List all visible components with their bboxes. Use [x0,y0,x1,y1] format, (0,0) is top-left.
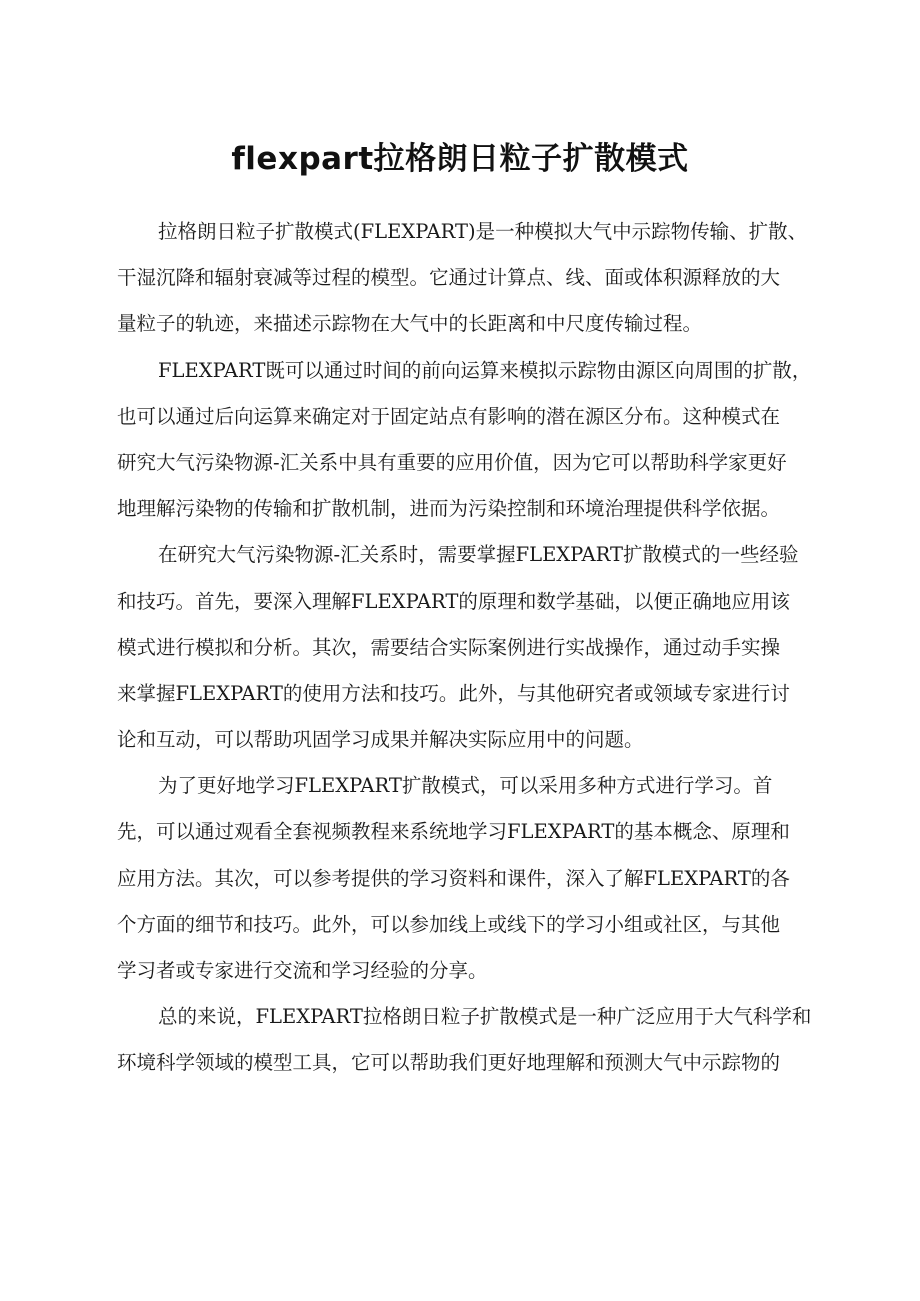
page-title: flexpart拉格朗日粒子扩散模式 [231,140,689,177]
text-line: 模式进行模拟和分析。其次，需要结合实际案例进行实战操作，通过动手实操 [117,635,781,659]
text-line: FLEXPART既可以通过时间的前向运算来模拟示踪物由源区向周围的扩散， [158,358,812,382]
text-line: 为了更好地学习FLEXPART扩散模式，可以采用多种方式进行学习。首 [158,774,773,798]
text-line: 拉格朗日粒子扩散模式(FLEXPART)是一种模拟大气中示踪物传输、扩散、 [158,220,808,243]
text-line: 来掌握FLEXPART的使用方法和技巧。此外，与其他研究者或领域专家进行讨 [117,681,790,705]
text-line: 在研究大气污染物源-汇关系时，需要掌握FLEXPART扩散模式的一些经验 [158,543,799,567]
text-line: 个方面的细节和技巧。此外，可以参加线上或线下的学习小组或社区，与其他 [117,912,781,936]
paragraph-4 [117,763,817,994]
paragraph-5 [117,994,817,1086]
text-line: 量粒子的轨迹，来描述示踪物在大气中的长距离和中尺度传输过程。 [117,312,703,336]
text-line: 地理解污染物的传输和扩散机制，进而为污染控制和环境治理提供科学依据。 [117,497,781,521]
text-line: 研究大气污染物源-汇关系中具有重要的应用价值，因为它可以帮助科学家更好 [117,450,787,474]
text-line: 论和互动，可以帮助巩固学习成果并解决实际应用中的问题。 [117,728,644,752]
text-line: 应用方法。其次，可以参考提供的学习资料和课件，深入了解FLEXPART的各 [117,866,790,890]
document-body [117,209,817,1087]
text-line: 也可以通过后向运算来确定对于固定站点有影响的潜在源区分布。这种模式在 [117,404,781,428]
text-line: 学习者或专家进行交流和学习经验的分享。 [117,959,488,982]
text-line: 总的来说，FLEXPART拉格朗日粒子扩散模式是一种广泛应用于大气科学和 [158,1005,812,1029]
paragraph-1 [117,209,817,348]
text-line: 先，可以通过观看全套视频教程来系统地学习FLEXPART的基本概念、原理和 [117,820,790,844]
text-line: 干湿沉降和辐射衰减等过程的模型。它通过计算点、线、面或体积源释放的大 [117,266,781,290]
paragraph-3 [117,532,817,763]
text-line: 环境科学领域的模型工具，它可以帮助我们更好地理解和预测大气中示踪物的 [117,1051,781,1075]
paragraph-2 [117,348,817,533]
text-line: 和技巧。首先，要深入理解FLEXPART的原理和数学基础，以便正确地应用该 [117,589,790,613]
